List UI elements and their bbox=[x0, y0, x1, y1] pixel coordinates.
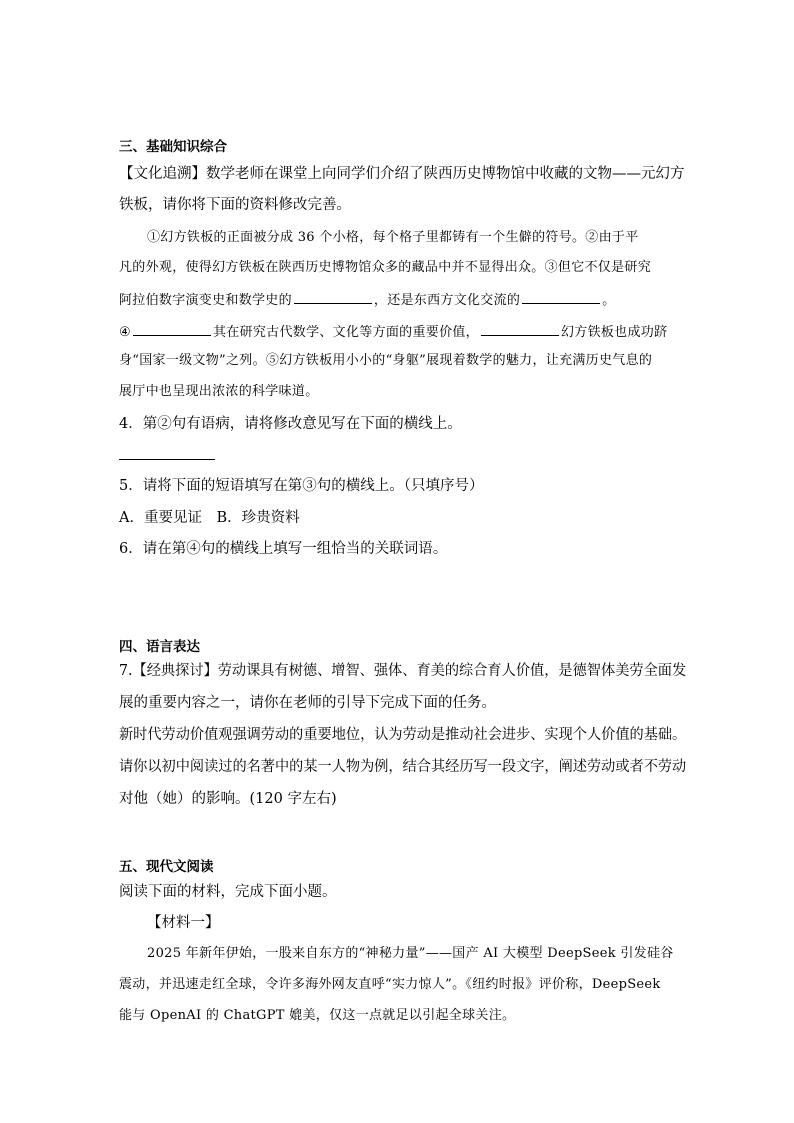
blank-3-1 bbox=[294, 289, 372, 304]
question-7-line-1: 7.【经典探讨】劳动课具有树德、增智、强体、育美的综合育人价值，是德智体美劳全面发 bbox=[119, 663, 687, 679]
section-3-intro-line-2: 铁板，请你将下面的资料修改完善。 bbox=[119, 197, 351, 213]
passage-line-1: ①幻方铁板的正面被分成 36 个小格，每个格子里都铸有一个生僻的符号。②由于平 bbox=[147, 230, 639, 245]
section-5-heading: 五、现代文阅读 bbox=[119, 859, 214, 875]
passage-line-4-part-a: ④ bbox=[119, 325, 131, 340]
passage-line-5: 身“国家一级文物”之列。⑤幻方铁板用小小的“身躯”展现着数学的魅力，让充满历史气息的 bbox=[119, 353, 653, 368]
question-4-answer-line bbox=[119, 459, 215, 460]
passage-line-3-part-b: ，还是东西方文化交流的 bbox=[373, 293, 521, 308]
section-4-heading: 四、语言表达 bbox=[119, 639, 200, 655]
passage-line-6: 展厅中也呈现出浓浓的科学味道。 bbox=[119, 384, 319, 399]
blank-4-1 bbox=[133, 321, 211, 336]
material-1-line-3: 能与 OpenAI 的 ChatGPT 媲美，仅这一点就足以引起全球关注。 bbox=[119, 1008, 516, 1023]
question-6: 6．请在第④句的横线上填写一组恰当的关联词语。 bbox=[119, 541, 448, 557]
question-7-line-4: 请你以初中阅读过的名著中的某一人物为例，结合其经历写一段文字，阐述劳动或者不劳动 bbox=[119, 759, 687, 775]
passage-line-4-part-b: 其在研究古代数学、文化等方面的重要价值， bbox=[212, 325, 479, 340]
question-7-line-3: 新时代劳动价值观强调劳动的重要地位，认为劳动是推动社会进步、实现个人价值的基础。 bbox=[119, 727, 687, 743]
material-1-line-1: 2025 年新年伊始，一股来自东方的“神秘力量”——国产 AI 大模型 DeepSeek 引发硅谷 bbox=[147, 946, 674, 961]
section-3-intro-line-1: 【文化追溯】数学老师在课堂上向同学们介绍了陕西历史博物馆中收藏的文物——元幻方 bbox=[119, 166, 685, 182]
question-4: 4．第②句有语病，请将修改意见写在下面的横线上。 bbox=[119, 416, 462, 432]
question-5-options: A．重要见证 B．珍贵资料 bbox=[119, 510, 300, 526]
question-7-line-2: 展的重要内容之一，请你在老师的引导下完成下面的任务。 bbox=[119, 695, 496, 711]
passage-line-3-part-a: 阿拉伯数字演变史和数学史的 bbox=[119, 293, 292, 308]
passage-line-3 bbox=[119, 289, 616, 311]
section-3-heading: 三、基础知识综合 bbox=[119, 139, 227, 155]
passage-line-4-part-c: 幻方铁板也成功跻 bbox=[560, 325, 668, 340]
section-5-intro: 阅读下面的材料，完成下面小题。 bbox=[119, 884, 337, 900]
passage-line-4 bbox=[119, 321, 667, 343]
passage-line-2: 凡的外观，使得幻方铁板在陕西历史博物馆众多的藏品中并不显得出众。③但它不仅是研究 bbox=[119, 260, 652, 275]
question-5: 5．请将下面的短语填写在第③句的横线上。（只填序号） bbox=[119, 478, 484, 494]
question-7-line-5: 对他（她）的影响。(120 字左右) bbox=[119, 791, 337, 807]
material-1-line-2: 震动，并迅速走红全球，令许多海外网友直呼“实力惊人”。《纽约时报》评价称，DeepSeek bbox=[119, 977, 661, 992]
blank-3-2 bbox=[522, 289, 600, 304]
blank-4-2 bbox=[481, 321, 559, 336]
material-1-label: 【材料一】 bbox=[147, 915, 220, 931]
passage-line-3-part-c: 。 bbox=[602, 293, 616, 308]
